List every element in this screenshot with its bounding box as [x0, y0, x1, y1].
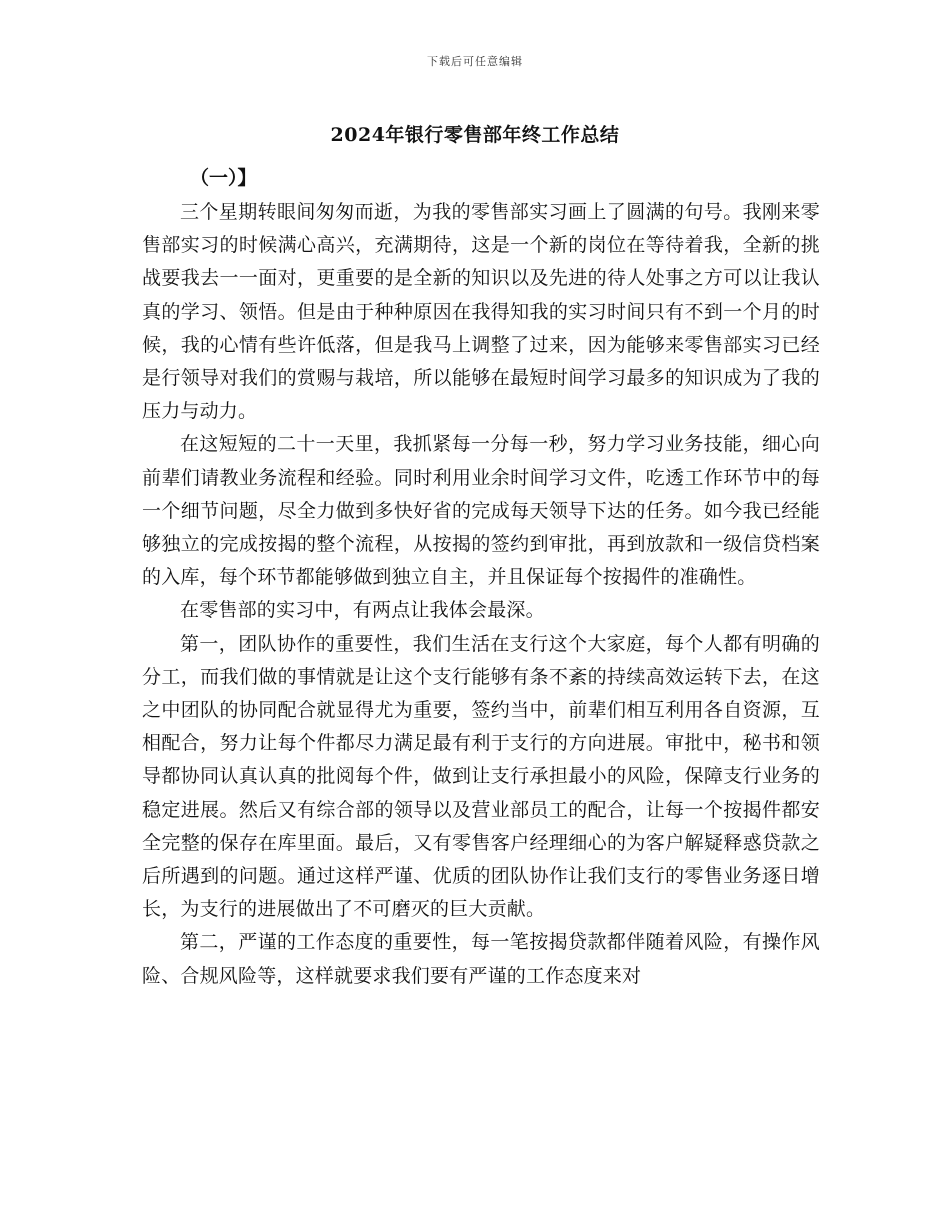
document-title: 2024年银行零售部年终工作总结 — [330, 124, 620, 146]
paragraph-1: 三个星期转眼间匆匆而逝，为我的零售部实习画上了圆满的句号。我刚来零售部实习的时候满心高兴，充满期待，这是一个新的岗位在等待着我，全新的挑战要我去一一面对，更重要的是全新的知识以及先进的待人处事之方可以让我认真的学习、领悟。但是由于种种原因在我得知我的实习时间只有不到一个月的时候，我的心情有些许低落，但是我马上调整了过来，因为能够来零售部实习已经是行领导对我们的赏赐与栽培，所以能够在最短时间学习最多的知识成为了我的压力与动力。 — [142, 201, 820, 423]
page-header-note: 下载后可任意编辑 — [427, 55, 523, 68]
document-body — [142, 196, 820, 993]
paragraph-3: 在零售部的实习中，有两点让我体会最深。 — [180, 599, 545, 622]
paragraph-5: 第二，严谨的工作态度的重要性，每一笔按揭贷款都伴随着风险，有操作风险、合规风险等，这样就要求我们要有严谨的工作态度来对 — [142, 931, 820, 987]
paragraph-4: 第一，团队协作的重要性，我们生活在支行这个大家庭，每个人都有明确的分工，而我们做的事情就是让这个支行能够有条不紊的持续高效运转下去，在这之中团队的协同配合就显得尤为重要，签约当中，前辈们相互利用各自资源，互相配合，努力让每个件都尽力满足最有利于支行的方向进展。审批中，秘书和领导都协同认真认真的批阅每个件，做到让支行承担最小的风险，保障支行业务的稳定进展。然后又有综合部的领导以及营业部员工的配合，让每一个按揭件都安全完整的保存在库里面。最后，又有零售客户经理细心的为客户解疑释惑贷款之后所遇到的问题。通过这样严谨、优质的团队协作让我们支行的零售业务逐日增长，为支行的进展做出了不可磨灭的巨大贡献。 — [142, 632, 820, 921]
paragraph-2: 在这短短的二十一天里，我抓紧每一分每一秒，努力学习业务技能，细心向前辈们请教业务流程和经验。同时利用业余时间学习文件，吃透工作环节中的每一个细节问题，尽全力做到多快好省的完成每天领导下达的任务。如今我已经能够独立的完成按揭的整个流程，从按揭的签约到审批，再到放款和一级信贷档案的入库，每个环节都能够做到独立自主，并且保证每个按揭件的准确性。 — [142, 433, 820, 589]
section-heading: （一）】 — [190, 167, 257, 189]
